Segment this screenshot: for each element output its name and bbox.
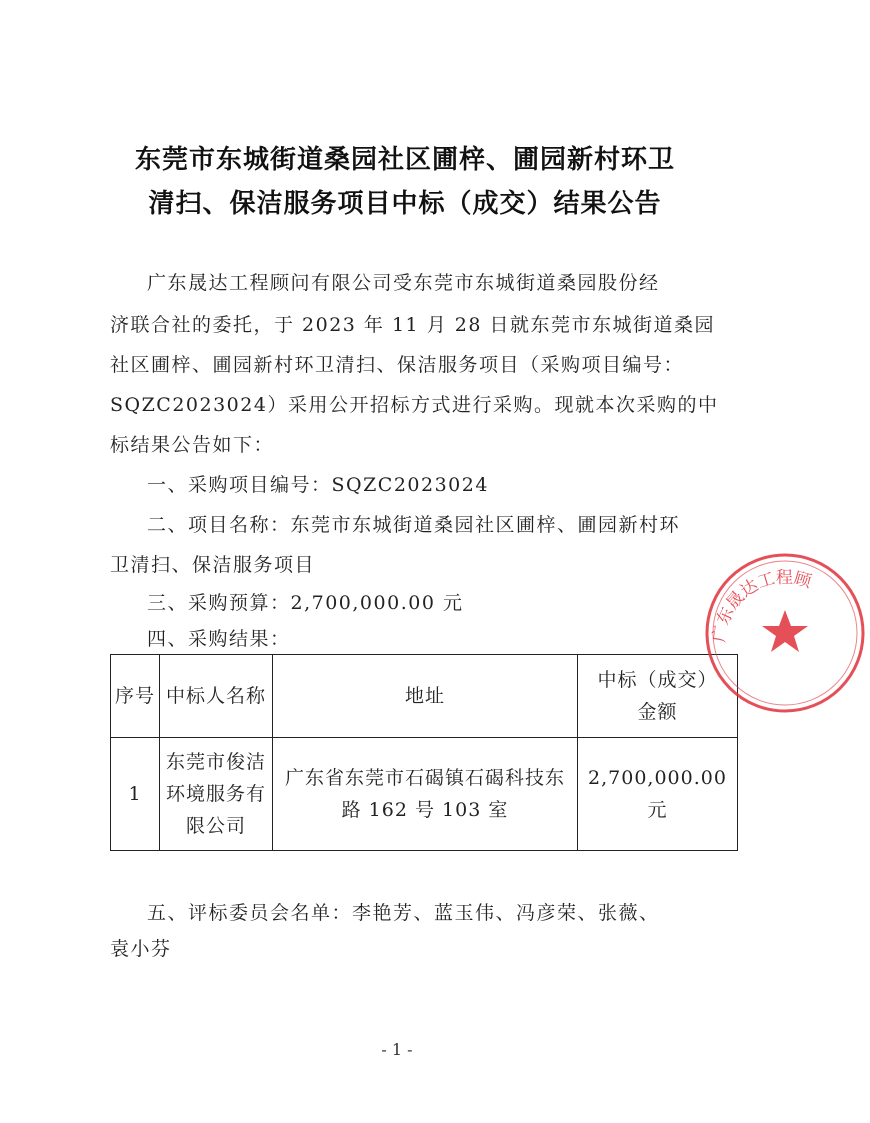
intro-line-5: 标结果公告如下： — [110, 434, 275, 456]
header-winner: 中标人名称 — [160, 655, 273, 738]
cell-seq: 1 — [111, 738, 160, 851]
intro-line-4: SQZC2023024）采用公开招标方式进行采购。现就本次采购的中 — [110, 394, 719, 416]
seal-text: 广东晟达工程顾 — [709, 567, 814, 644]
title-line-2: 清扫、保洁服务项目中标（成交）结果公告 — [148, 189, 662, 219]
section-budget: 三、采购预算：2,700,000.00 元 — [147, 592, 464, 614]
table-header-row — [111, 655, 738, 738]
intro-line-3: 社区圃梓、圃园新村环卫清扫、保洁服务项目（采购项目编号： — [110, 354, 685, 376]
header-seq: 序号 — [111, 655, 160, 738]
header-amount-line-2: 金额 — [637, 701, 678, 723]
section-project-number: 一、采购项目编号：SQZC2023024 — [147, 474, 489, 496]
section-result: 四、采购结果： — [147, 628, 291, 650]
intro-line-1: 广东晟达工程顾问有限公司受东莞市东城街道桑园股份经 — [147, 272, 660, 294]
header-address: 地址 — [273, 655, 578, 738]
cell-address-line-1: 广东省东莞市石碣镇石碣科技东 — [284, 767, 565, 789]
cell-winner-line-1: 东莞市俊洁 — [165, 751, 266, 773]
cell-amount: 2,700,000.00 元 — [578, 738, 738, 851]
cell-winner-line-3: 限公司 — [185, 815, 246, 837]
cell-winner-line-2: 环境服务有 — [165, 783, 266, 805]
section-project-name: 二、项目名称：东莞市东城街道桑园社区圃梓、圃园新村环 — [147, 514, 681, 536]
company-seal-stamp — [700, 548, 870, 718]
header-amount-line-1: 中标（成交） — [597, 669, 718, 691]
section-committee: 五、评标委员会名单：李艳芳、蓝玉伟、冯彦荣、张薇、 — [147, 902, 660, 924]
intro-line-2: 济联合社的委托，于 2023 年 11 月 28 日就东莞市东城街道桑园 — [110, 314, 715, 336]
section-committee-cont: 袁小芬 — [110, 938, 172, 960]
cell-address-line-2: 路 162 号 103 室 — [341, 799, 509, 821]
title-line-1: 东莞市东城街道桑园社区圃梓、圃园新村环卫 — [134, 145, 675, 175]
section-project-name-cont: 卫清扫、保洁服务项目 — [110, 554, 316, 576]
result-table — [110, 654, 738, 851]
cell-address — [273, 738, 578, 851]
page-number: - 1 - — [381, 1040, 413, 1059]
cell-winner — [160, 738, 273, 851]
seal-star-icon — [762, 610, 808, 652]
table-row — [111, 738, 738, 851]
document-title — [100, 138, 710, 226]
